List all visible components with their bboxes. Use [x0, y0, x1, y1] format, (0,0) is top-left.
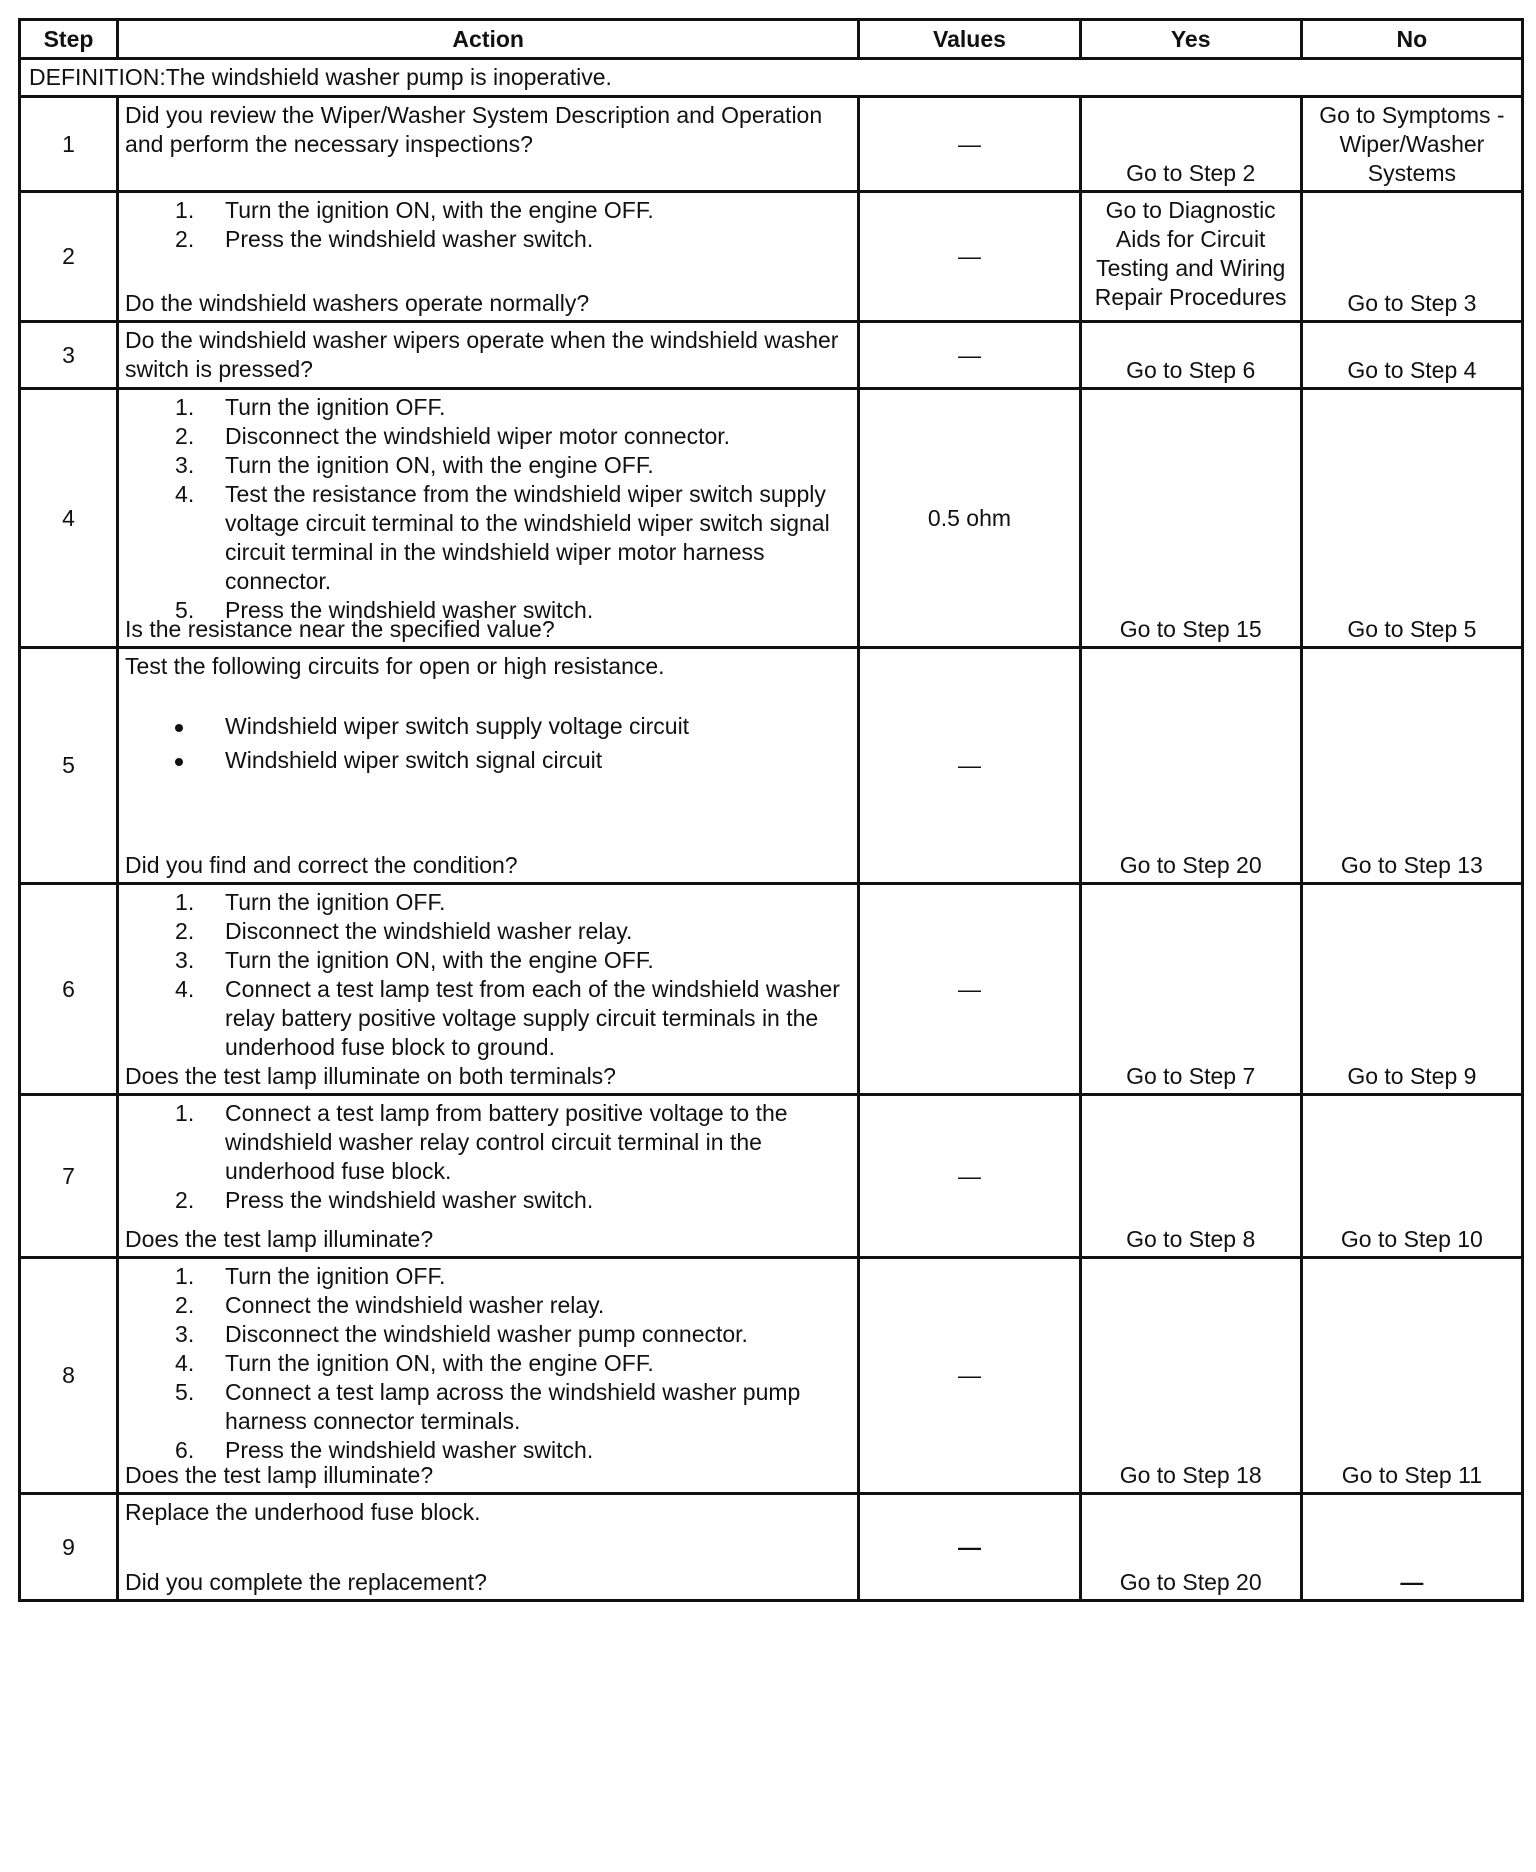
step-number: 2 [20, 192, 118, 322]
list-item: 1. Turn the ignition OFF. [175, 889, 446, 915]
table-row-step-9 [20, 1494, 1523, 1601]
yes-cell: Go to Step 7 [1080, 884, 1301, 1095]
value-cell: 0.5 ohm [859, 389, 1080, 648]
step-number: 4 [20, 389, 118, 648]
value-cell: — [859, 1494, 1080, 1601]
list-item: Windshield wiper switch signal circuit [125, 746, 851, 775]
step-number: 8 [20, 1258, 118, 1494]
action-question: Did you find and correct the condition? [125, 852, 518, 878]
action-cell [118, 884, 859, 1095]
yes-cell: Go to Step 20 [1080, 1494, 1301, 1601]
step-number: 5 [20, 648, 118, 884]
table-row-step-8 [20, 1258, 1523, 1494]
yes-cell: Go to Step 2 [1080, 97, 1301, 192]
table-row-step-2 [20, 192, 1523, 322]
header-no: No [1301, 20, 1522, 59]
bullet-icon [175, 758, 183, 766]
no-cell: Go to Step 11 [1301, 1258, 1522, 1494]
table-row-step-5 [20, 648, 1523, 884]
table-row-step-7 [20, 1095, 1523, 1258]
circuit-bullet-list [125, 712, 851, 775]
list-item: 2. Press the windshield washer switch. [175, 1187, 594, 1213]
action-steps-list [125, 1262, 851, 1465]
value-cell: — [859, 648, 1080, 884]
action-text: Did you review the Wiper/Washer System Description and Operation and perform the necessary inspections? [118, 97, 859, 192]
value-cell: — [859, 1095, 1080, 1258]
list-item: 1. Connect a test lamp from battery positive voltage to the windshield washer relay control circuit terminal in the underhood fuse block. [175, 1100, 788, 1184]
list-item: 5. Press the windshield washer switch. [175, 597, 594, 623]
action-cell [118, 389, 859, 648]
table-row-step-4 [20, 389, 1523, 648]
no-cell: Go to Step 3 [1301, 192, 1522, 322]
header-yes: Yes [1080, 20, 1301, 59]
action-steps-list [125, 196, 851, 254]
step-number: 9 [20, 1494, 118, 1601]
diagnostic-table-sheet [18, 18, 1524, 1602]
no-cell: Go to Step 13 [1301, 648, 1522, 884]
table-row-step-1 [20, 97, 1523, 192]
value-cell: — [859, 97, 1080, 192]
action-intro: Test the following circuits for open or high resistance. [125, 653, 665, 679]
action-cell [118, 1095, 859, 1258]
list-item: 3. Disconnect the windshield washer pump connector. [175, 1321, 748, 1347]
action-cell [118, 648, 859, 884]
value-cell: — [859, 884, 1080, 1095]
definition-row [20, 59, 1523, 97]
action-intro: Replace the underhood fuse block. [125, 1499, 481, 1525]
step-number: 7 [20, 1095, 118, 1258]
list-item: 2. Disconnect the windshield washer relay. [175, 918, 633, 944]
list-item: 3. Turn the ignition ON, with the engine OFF. [175, 452, 654, 478]
yes-cell: Go to Step 8 [1080, 1095, 1301, 1258]
value-cell: — [859, 322, 1080, 389]
no-cell: Go to Step 5 [1301, 389, 1522, 648]
no-cell: — [1301, 1494, 1522, 1601]
action-cell [118, 1258, 859, 1494]
action-question: Does the test lamp illuminate? [125, 1462, 434, 1488]
bullet-icon [175, 724, 183, 732]
yes-cell: Go to Diagnostic Aids for Circuit Testing and Wiring Repair Procedures [1080, 192, 1301, 322]
value-cell: — [859, 192, 1080, 322]
yes-cell: Go to Step 20 [1080, 648, 1301, 884]
no-cell: Go to Step 4 [1301, 322, 1522, 389]
step-number: 1 [20, 97, 118, 192]
table-row-step-6 [20, 884, 1523, 1095]
list-item: 2. Press the windshield washer switch. [175, 226, 594, 252]
yes-cell: Go to Step 6 [1080, 322, 1301, 389]
action-steps-list [125, 393, 851, 625]
list-item: 2. Disconnect the windshield wiper motor connector. [175, 423, 731, 449]
table-row-step-3 [20, 322, 1523, 389]
action-steps-list [125, 888, 851, 1062]
definition-text: DEFINITION:The windshield washer pump is inoperative. [20, 59, 1523, 97]
action-cell [118, 1494, 859, 1601]
list-item: 3. Turn the ignition ON, with the engine OFF. [175, 947, 654, 973]
yes-cell: Go to Step 18 [1080, 1258, 1301, 1494]
action-question: Did you complete the replacement? [125, 1569, 487, 1595]
action-cell [118, 192, 859, 322]
step-number: 6 [20, 884, 118, 1095]
header-action: Action [118, 20, 859, 59]
list-item: 4. Connect a test lamp test from each of the windshield washer relay battery positive voltage supply circuit terminals in the underhood fuse block to ground. [175, 976, 840, 1060]
no-cell: Go to Step 10 [1301, 1095, 1522, 1258]
header-step: Step [20, 20, 118, 59]
value-cell: — [859, 1258, 1080, 1494]
step-number: 3 [20, 322, 118, 389]
action-text: Do the windshield washer wipers operate when the windshield washer switch is pressed? [118, 322, 859, 389]
diagnostic-table [18, 18, 1524, 1602]
list-item: 1. Turn the ignition OFF. [175, 1263, 446, 1289]
action-steps-list [125, 1099, 851, 1215]
header-values: Values [859, 20, 1080, 59]
list-item: 2. Connect the windshield washer relay. [175, 1292, 605, 1318]
action-question: Does the test lamp illuminate on both terminals? [125, 1063, 616, 1089]
list-item: 4. Test the resistance from the windshield wiper switch supply voltage circuit terminal to the windshield wiper switch signal circuit terminal in the windshield wiper motor harness connector. [175, 481, 830, 594]
list-item: 6. Press the windshield washer switch. [175, 1437, 594, 1463]
list-item: 5. Connect a test lamp across the windshield washer pump harness connector terminals. [175, 1379, 801, 1434]
header-row [20, 20, 1523, 59]
action-question: Is the resistance near the specified value? [125, 616, 555, 642]
list-item: Windshield wiper switch supply voltage circuit [125, 712, 851, 741]
action-question: Do the windshield washers operate normally? [125, 290, 590, 316]
no-cell: Go to Step 9 [1301, 884, 1522, 1095]
yes-cell: Go to Step 15 [1080, 389, 1301, 648]
list-item: 1. Turn the ignition ON, with the engine OFF. [175, 197, 654, 223]
list-item: 4. Turn the ignition ON, with the engine OFF. [175, 1350, 654, 1376]
no-cell: Go to Symptoms - Wiper/Washer Systems [1301, 97, 1522, 192]
action-question: Does the test lamp illuminate? [125, 1226, 434, 1252]
list-item: 1. Turn the ignition OFF. [175, 394, 446, 420]
